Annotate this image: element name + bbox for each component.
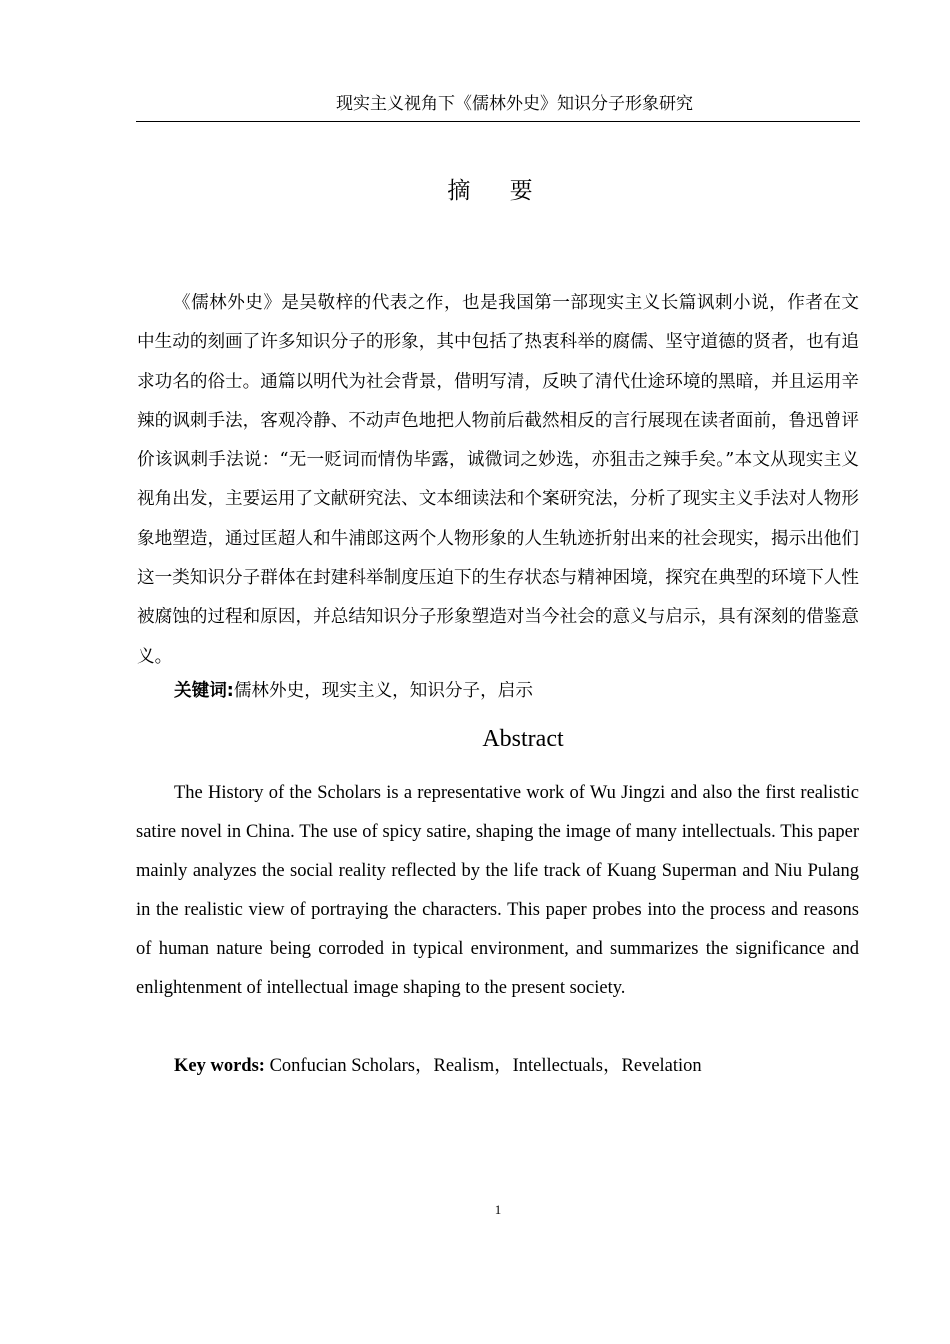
en-keywords-text: Confucian Scholars，Realism，Intellectuals，Revelation xyxy=(264,1056,702,1076)
cn-keywords-label: 关键词: xyxy=(174,681,234,701)
abstract-en-body: The History of the Scholars is a representative work of Wu Jingzi and also the first realistic satire novel in China. The use of spicy satire, shaping the image of many intellectuals. This paper mainly analyzes the social reality reflected by the life track of Kuang Superman and Niu Pulang in the realistic view of portraying the characters. This paper probes into the process and reasons of human nature being corroded in typical environment, and summarizes the significance and enlightenment of intellectual image shaping to the present society. xyxy=(136,783,859,999)
running-title: 现实主义视角下《儒林外史》知识分子形象研究 xyxy=(336,94,693,114)
abstract-cn-keywords xyxy=(174,676,533,706)
running-header xyxy=(136,92,860,122)
en-keywords-label: Key words: xyxy=(174,1056,265,1076)
abstract-cn-body: 《儒林外史》是吴敬梓的代表之作，也是我国第一部现实主义长篇讽刺小说，作者在文中生动的刻画了许多知识分子的形象，其中包括了热衷科举的腐儒、坚守道德的贤者，也有追求功名的俗士。通篇以明代为社会背景，借明写清，反映了清代仕途环境的黑暗，并且运用辛辣的讽刺手法，客观冷静、不动声色地把人物前后截然相反的言行展现在读者面前，鲁迅曾评价该讽刺手法说：“无一贬词而情伪毕露，诚微词之妙选，亦狙击之辣手矣。”本文从现实主义视角出发，主要运用了文献研究法、文本细读法和个案研究法，分析了现实主义手法对人物形象地塑造，通过匡超人和牛浦郎这两个人物形象的人生轨迹折射出来的社会现实，揭示出他们这一类知识分子群体在封建科举制度压迫下的生存状态与精神困境，探究在典型的环境下人性被腐蚀的过程和原因，并总结知识分子形象塑造对当今社会的意义与启示，具有深刻的借鉴意义。 xyxy=(137,293,859,667)
page-number: 1 xyxy=(494,1202,502,1217)
cn-keywords-text: 儒林外史，现实主义，知识分子，启示 xyxy=(233,681,533,701)
abstract-en-title: Abstract xyxy=(482,726,564,752)
abstract-en-keywords xyxy=(174,1051,702,1081)
abstract-cn-title: 摘 要 xyxy=(447,178,549,204)
